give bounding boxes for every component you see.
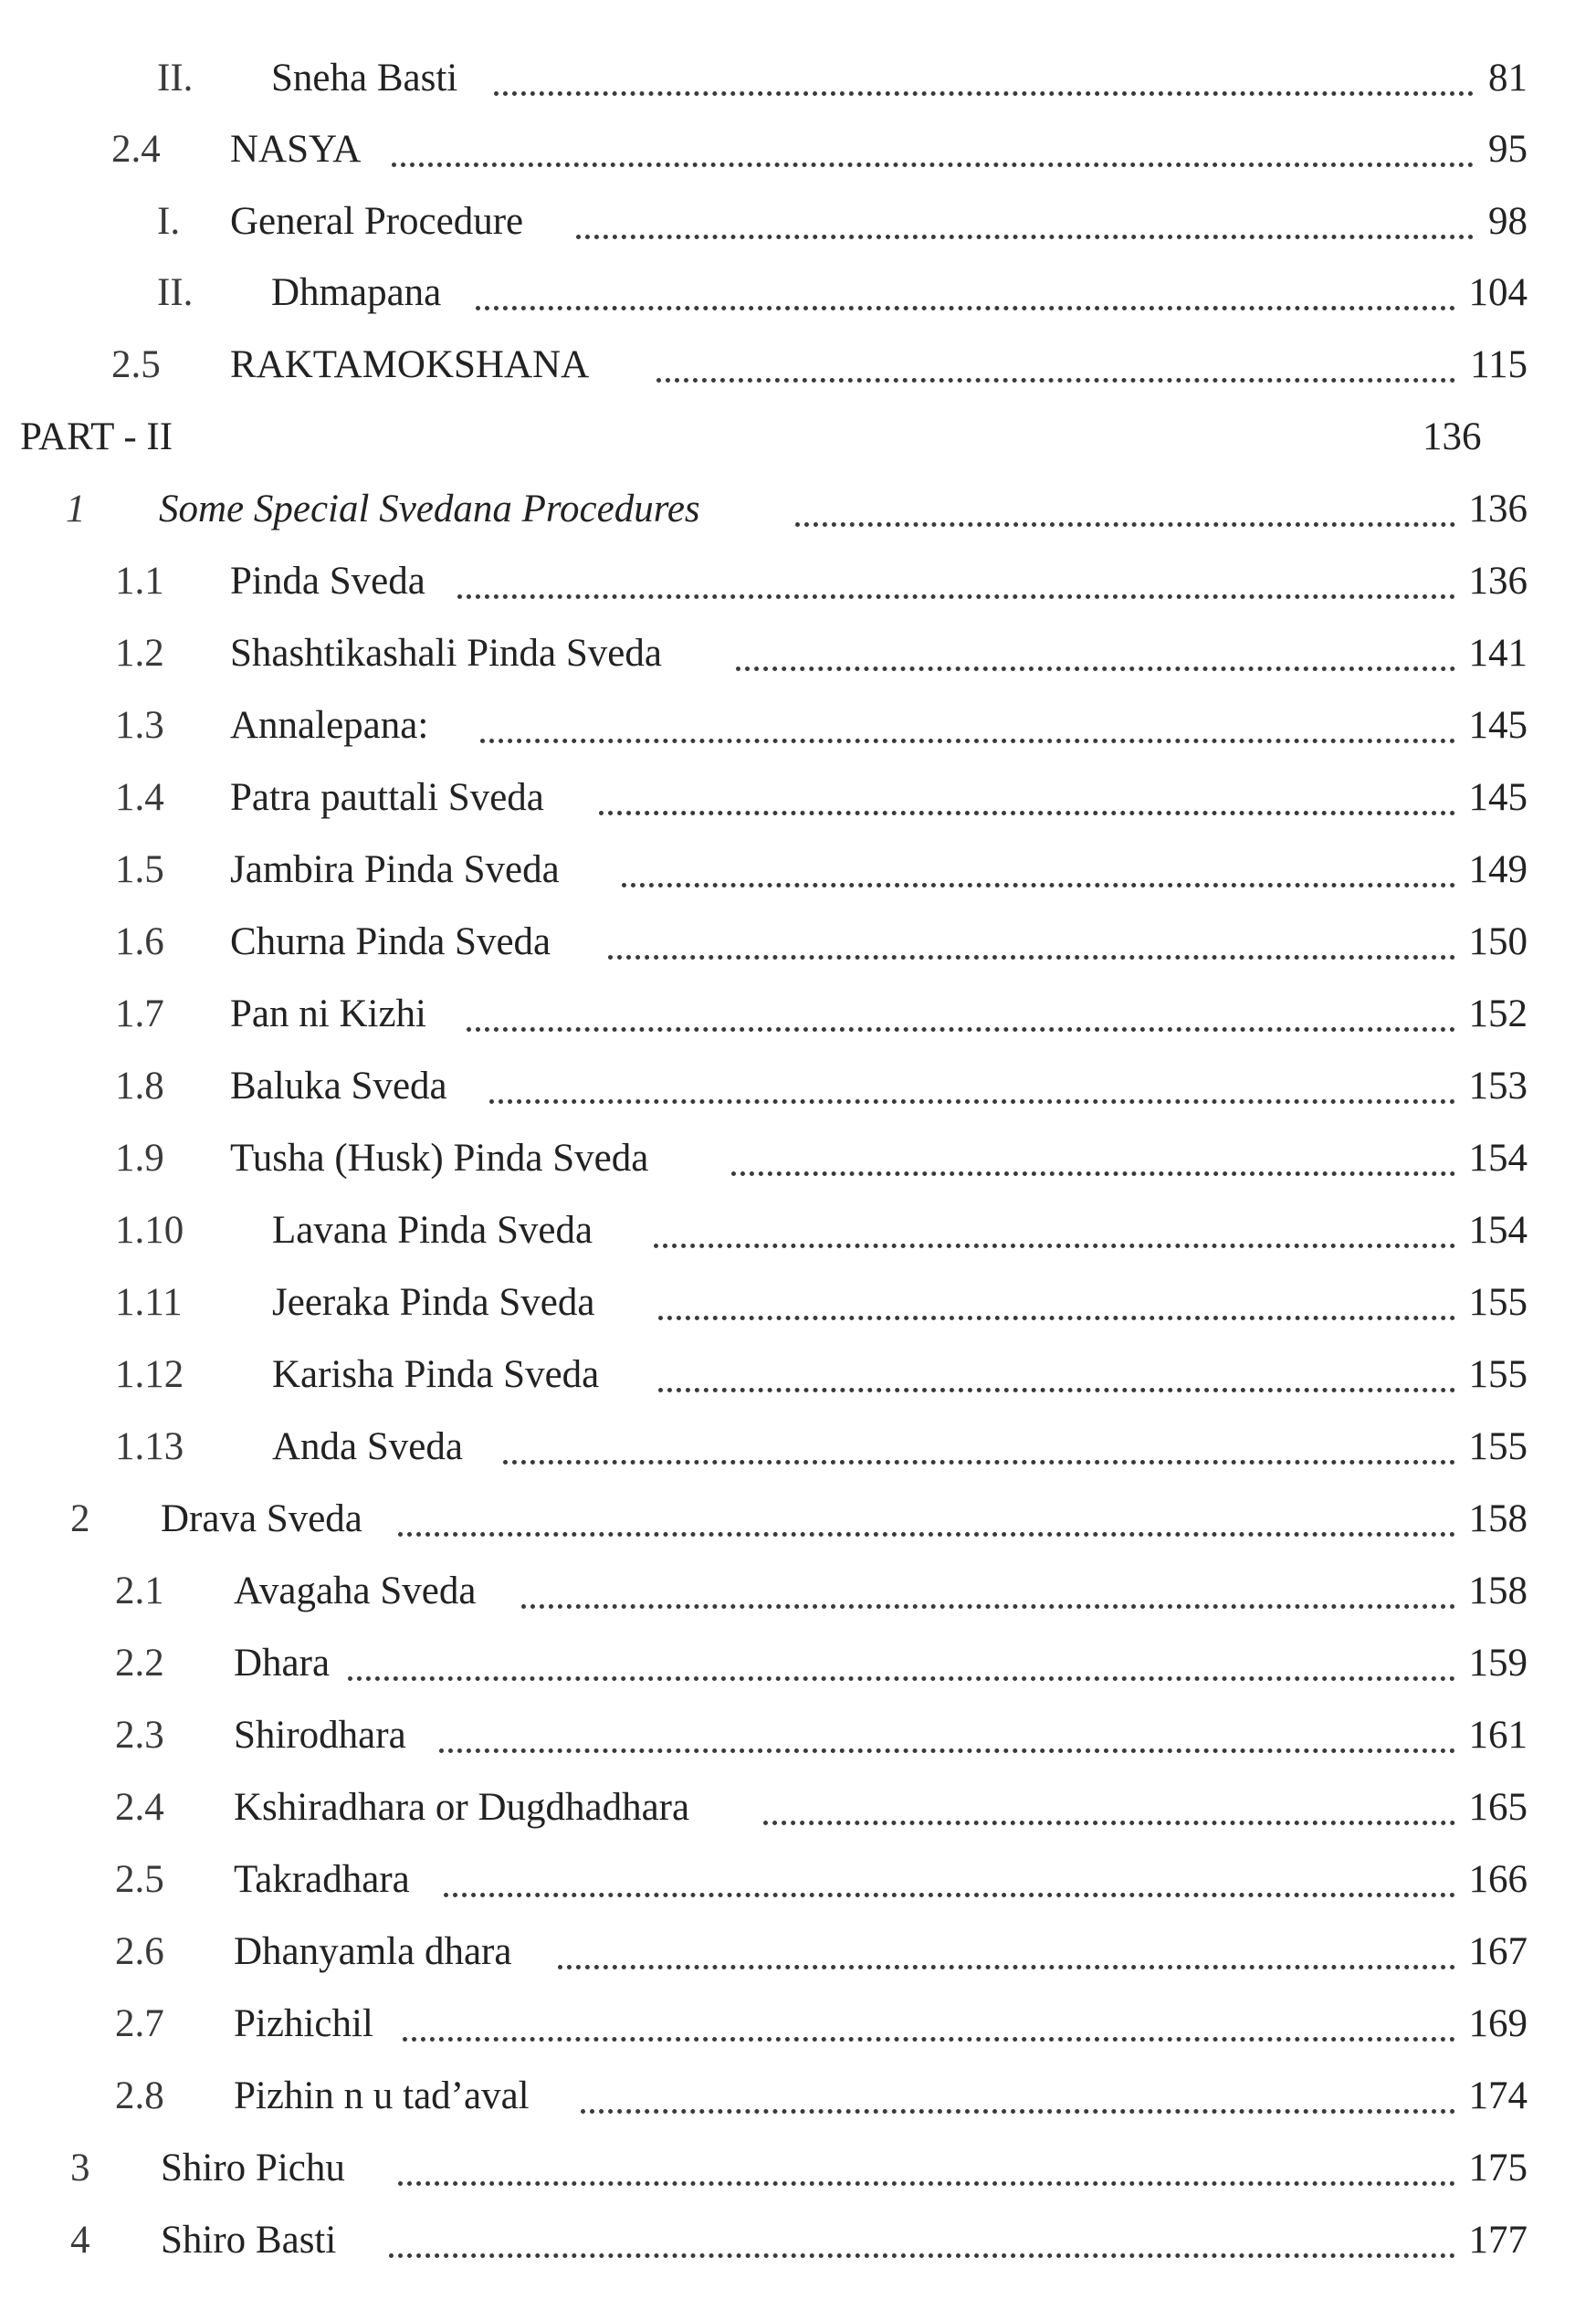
entry-number: 1.9 (115, 1137, 164, 1180)
entry-number: 1.2 (115, 632, 164, 675)
entry-page-number: 165 (1468, 1786, 1528, 1829)
toc-entry (0, 1348, 1596, 1402)
entry-number: 1.4 (115, 776, 164, 819)
toc-entry (0, 915, 1596, 970)
entry-title: Shiro Pichu (161, 2147, 345, 2189)
entry-title: Pinda Sveda (230, 560, 425, 603)
entry-number: 3 (70, 2147, 90, 2189)
toc-entry (0, 1708, 1596, 1763)
toc-entry (0, 1059, 1596, 1114)
toc-entry (0, 2069, 1596, 2124)
toc-entry (0, 122, 1596, 177)
dot-leader (454, 554, 1459, 609)
entry-number: 1.11 (115, 1281, 183, 1324)
entry-number: 1.5 (115, 848, 164, 891)
entry-page-number: 158 (1468, 1570, 1528, 1612)
dot-leader (394, 2141, 1459, 2196)
entry-title: Annalepana: (230, 704, 429, 747)
toc-section-entry (0, 482, 1596, 537)
entry-number: 2.1 (115, 1570, 164, 1612)
entry-number: 2 (70, 1497, 90, 1540)
dot-leader (577, 2069, 1459, 2124)
entry-page-number: 98 (1488, 200, 1528, 243)
dot-leader (477, 698, 1459, 753)
entry-page-number: 169 (1468, 2002, 1528, 2045)
entry-number: 2.5 (111, 343, 161, 386)
entry-number: 2.4 (111, 128, 161, 171)
entry-number: II. (157, 57, 194, 100)
dot-leader (595, 771, 1459, 825)
dot-leader (728, 1131, 1459, 1186)
entry-title: Churna Pinda Sveda (230, 920, 551, 963)
toc-entry (0, 1420, 1596, 1475)
toc-entry (0, 266, 1596, 320)
entry-page-number: 177 (1468, 2219, 1528, 2262)
entry-page-number: 104 (1468, 271, 1528, 314)
entry-title: Pizhin n u tad’aval (234, 2074, 530, 2117)
toc-entry (0, 1925, 1596, 1979)
dot-leader (760, 1780, 1459, 1835)
toc-entry (0, 1780, 1596, 1835)
entry-page-number: 150 (1468, 920, 1528, 963)
entry-page-number: 175 (1468, 2147, 1528, 2189)
dot-leader (518, 1564, 1459, 1619)
dot-leader (604, 915, 1459, 970)
dot-leader (486, 1059, 1459, 1114)
dot-leader (792, 482, 1459, 537)
entry-number: 1.8 (115, 1065, 164, 1108)
dot-leader (653, 338, 1459, 393)
dot-leader (554, 1925, 1459, 1979)
entry-number: 1.10 (115, 1209, 184, 1252)
dot-leader (618, 843, 1459, 898)
entry-page-number: 155 (1468, 1281, 1528, 1324)
entry-page-number: 141 (1468, 632, 1528, 675)
toc-entry (0, 1997, 1596, 2052)
dot-leader (499, 1420, 1459, 1475)
entry-page-number: 145 (1468, 704, 1528, 747)
entry-title: Drava Sveda (161, 1497, 362, 1540)
entry-title: Shashtikashali Pinda Sveda (230, 632, 662, 675)
dot-leader (655, 1276, 1459, 1330)
entry-page-number: 145 (1468, 776, 1528, 819)
entry-number: 1.12 (115, 1353, 184, 1396)
dot-leader (344, 1636, 1459, 1691)
toc-entry (0, 194, 1596, 249)
entry-page-number: 167 (1468, 1930, 1528, 1973)
entry-title: Some Special Svedana Procedures (159, 488, 700, 530)
toc-entry (0, 1276, 1596, 1330)
dot-leader (572, 194, 1477, 249)
toc-section-entry (0, 2213, 1596, 2268)
entry-title: Shirodhara (234, 1714, 406, 1757)
dot-leader (385, 2213, 1459, 2268)
entry-title: Tusha (Husk) Pinda Sveda (230, 1137, 649, 1180)
toc-section-entry (0, 2141, 1596, 2196)
entry-number: 1.6 (115, 920, 164, 963)
entry-number: 2.3 (115, 1714, 164, 1757)
entry-title: Dhara (234, 1642, 331, 1685)
entry-page-number: 161 (1468, 1714, 1528, 1757)
entry-page-number: 136 (1468, 488, 1528, 530)
dot-leader (394, 1492, 1459, 1547)
toc-entry (0, 1131, 1596, 1186)
entry-title: General Procedure (230, 200, 524, 243)
entry-title: Patra pauttali Sveda (230, 776, 544, 819)
dot-leader (655, 1348, 1459, 1402)
entry-number: 1.1 (115, 560, 164, 603)
entry-page-number: 149 (1468, 848, 1528, 891)
entry-number: 1.3 (115, 704, 164, 747)
entry-page-number: 153 (1468, 1065, 1528, 1108)
entry-number: 2.8 (115, 2074, 164, 2117)
part-heading (0, 410, 1596, 465)
toc-entry (0, 987, 1596, 1042)
entry-number: 2.4 (115, 1786, 164, 1829)
entry-page-number: 152 (1468, 992, 1528, 1035)
toc-entry (0, 1203, 1596, 1258)
entry-number: 2.6 (115, 1930, 164, 1973)
dot-leader (472, 266, 1459, 320)
entry-title: Dhanyamla dhara (234, 1930, 512, 1973)
entry-page-number: 155 (1468, 1425, 1528, 1468)
toc-entry (0, 1564, 1596, 1619)
dot-leader (490, 51, 1477, 106)
entry-title: Anda Sveda (272, 1425, 463, 1468)
entry-number: 2.2 (115, 1642, 164, 1685)
dot-leader (399, 1997, 1459, 2052)
dot-leader (463, 987, 1459, 1042)
entry-number: 4 (70, 2219, 90, 2262)
entry-title: Sneha Basti (271, 57, 458, 100)
entry-title: Dhmapana (271, 271, 442, 314)
entry-title: Kshiradhara or Dugdhadhara (234, 1786, 690, 1829)
entry-number: 1.13 (115, 1425, 184, 1468)
toc-entry (0, 1636, 1596, 1691)
entry-page-number: 115 (1470, 343, 1528, 386)
dot-leader (440, 1853, 1459, 1907)
entry-title: Baluka Sveda (230, 1065, 447, 1108)
entry-page-number: 95 (1488, 128, 1528, 171)
entry-title: NASYA (230, 128, 362, 171)
entry-page-number: 155 (1468, 1353, 1528, 1396)
entry-page-number: 154 (1468, 1209, 1528, 1252)
entry-page-number: 174 (1468, 2074, 1528, 2117)
toc-entry (0, 626, 1596, 681)
dot-leader (436, 1708, 1459, 1763)
part-title: PART - II (20, 415, 173, 458)
entry-page-number: 81 (1488, 57, 1528, 100)
toc-entry (0, 51, 1596, 106)
dot-leader (650, 1203, 1459, 1258)
toc-entry (0, 843, 1596, 898)
entry-title: Avagaha Sveda (234, 1570, 477, 1612)
entry-title: Shiro Basti (161, 2219, 337, 2262)
entry-number: 2.5 (115, 1858, 164, 1901)
entry-number: 1 (66, 488, 86, 530)
toc-entry (0, 698, 1596, 753)
toc-entry (0, 554, 1596, 609)
entry-title: Jambira Pinda Sveda (230, 848, 560, 891)
entry-page-number: 166 (1468, 1858, 1528, 1901)
entry-page-number: 159 (1468, 1642, 1528, 1685)
entry-number: I. (157, 200, 181, 243)
entry-title: Pizhichil (234, 2002, 373, 2045)
dot-leader (388, 122, 1477, 177)
dot-leader (732, 626, 1459, 681)
part-page-number: 136 (1423, 415, 1482, 458)
entry-page-number: 154 (1468, 1137, 1528, 1180)
entry-number: 2.7 (115, 2002, 164, 2045)
entry-title: Karisha Pinda Sveda (272, 1353, 600, 1396)
toc-section-entry (0, 1492, 1596, 1547)
entry-page-number: 136 (1468, 560, 1528, 603)
entry-number: II. (157, 271, 194, 314)
entry-number: 1.7 (115, 992, 164, 1035)
toc-entry (0, 338, 1596, 393)
toc-entry (0, 1853, 1596, 1907)
entry-title: Jeeraka Pinda Sveda (272, 1281, 595, 1324)
entry-title: Takradhara (234, 1858, 410, 1901)
entry-title: Lavana Pinda Sveda (272, 1209, 593, 1252)
toc-entry (0, 771, 1596, 825)
entry-title: Pan ni Kizhi (230, 992, 426, 1035)
entry-title: RAKTAMOKSHANA (230, 343, 590, 386)
entry-page-number: 158 (1468, 1497, 1528, 1540)
